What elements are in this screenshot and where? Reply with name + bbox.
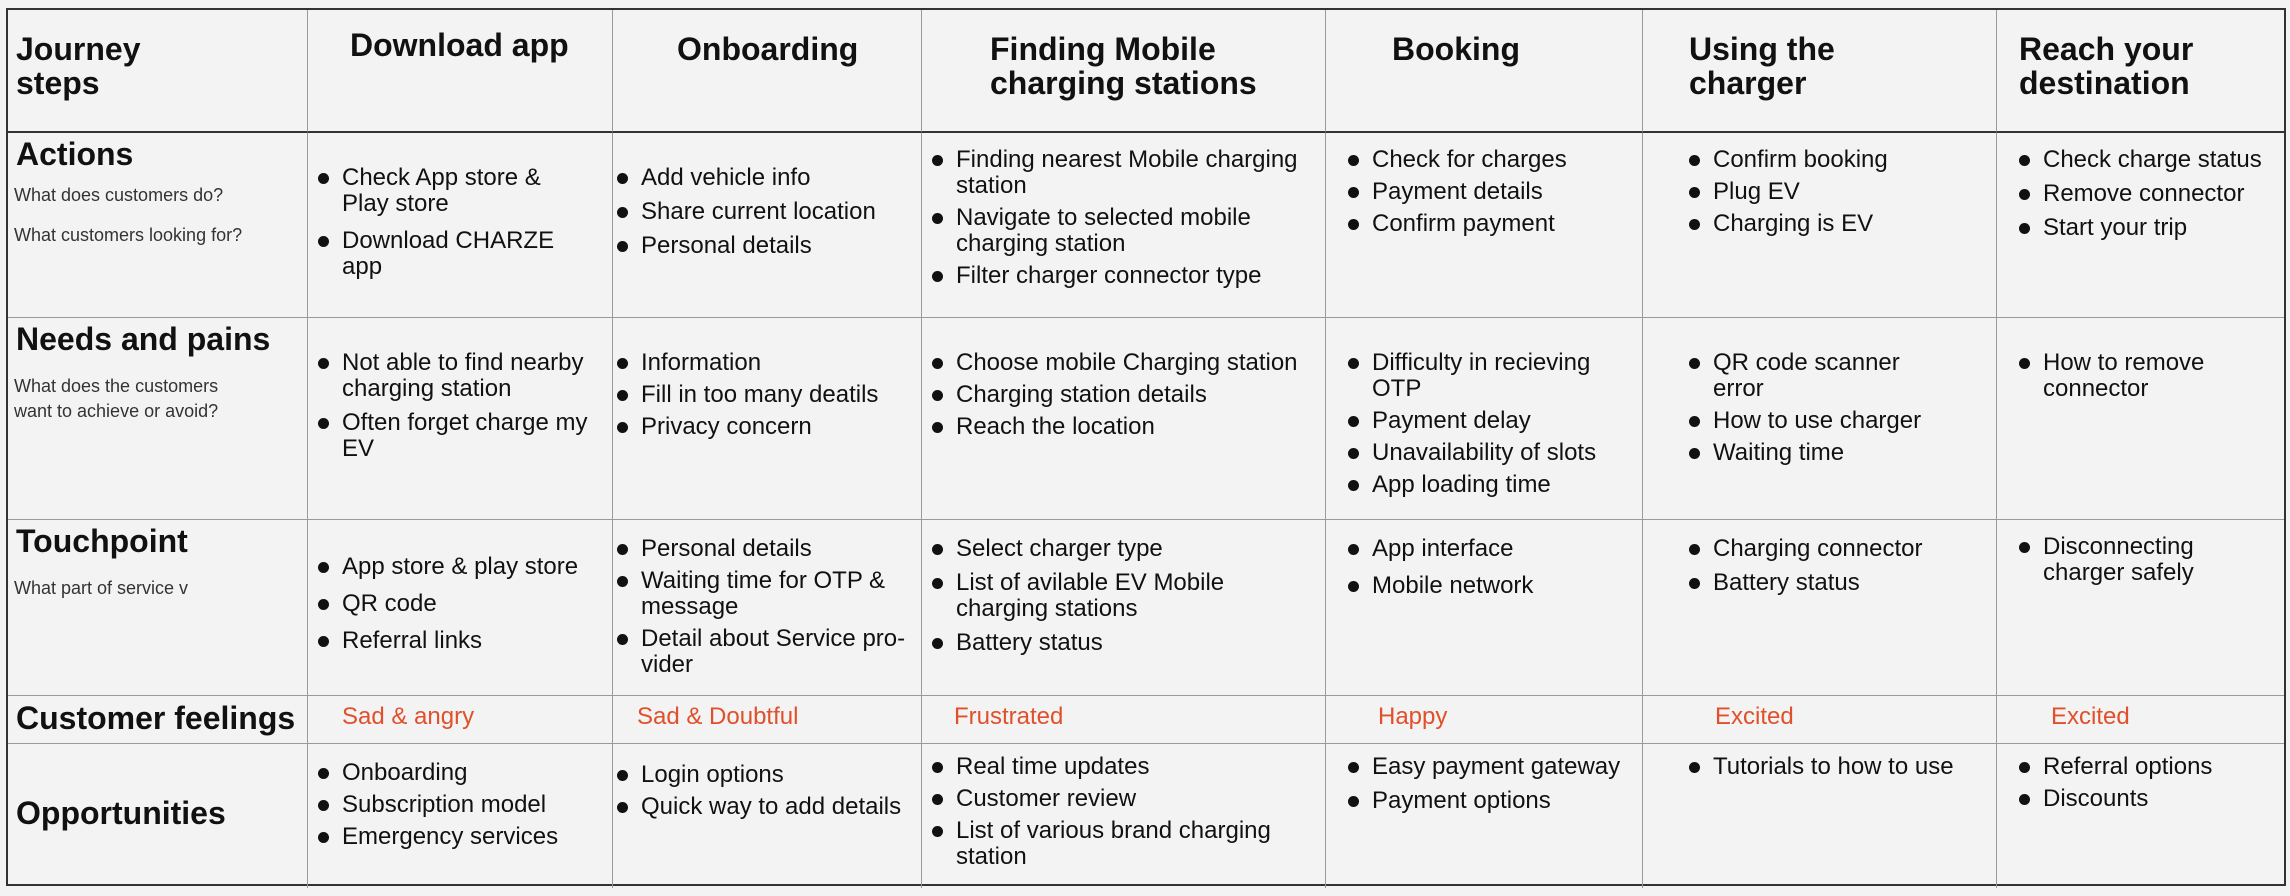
list-item: Confirm payment [1346,211,1567,237]
touchpoint-reach-destination [1997,520,2284,696]
row-subtitle: What does customers do? [14,185,224,205]
needs-using-charger [1643,318,1997,520]
row-title: Customer feelings [16,700,296,736]
header-label: Finding Mobile charging stations [990,31,1257,101]
list-item: Check charge status [2017,147,2262,173]
header-using-charger [1643,10,1997,133]
row-label-needs-pains [8,318,308,520]
list-item: QR code [316,591,578,617]
row-label-opportunities [8,744,308,888]
row-title: Actions [16,136,134,172]
bullet-list [1687,350,1921,472]
list-item: Real time updates [930,754,1271,780]
list-item: QR code scanner error [1687,350,1921,402]
bullet-list [316,350,587,470]
list-item: Unavailability of slots [1346,440,1596,466]
list-item: Referral links [316,628,578,654]
list-item: Check App store & Play store [316,165,554,217]
list-item: Filter charger connector type [930,263,1298,289]
list-item: Reach the location [930,414,1298,440]
header-journey-steps [8,10,308,133]
bullet-list [1687,147,1888,243]
feeling-text: Sad & angry [342,703,475,730]
list-item: Confirm booking [1687,147,1888,173]
list-item: Subscription model [316,792,558,818]
bullet-list [1687,754,1954,788]
bullet-list [930,754,1271,876]
list-item: Easy payment gateway [1346,754,1620,780]
list-item: Onboarding [316,760,558,786]
actions-reach-destination [1997,133,2284,318]
bullet-list [316,165,554,291]
touchpoint-using-charger [1643,520,1997,696]
actions-using-charger [1643,133,1997,318]
list-item: App interface [1346,536,1533,562]
header-label: Onboarding [677,31,859,67]
list-item: Detail about Service pro- vider [615,626,905,678]
feeling-text: Frustrated [954,703,1064,730]
needs-reach-destination [1997,318,2284,520]
bullet-list [316,760,558,856]
opportunities-onboarding [613,744,922,888]
opportunities-using-charger [1643,744,1997,888]
list-item: Difficulty in recieving OTP [1346,350,1596,402]
list-item: Often forget charge my EV [316,410,587,462]
list-item: Charging is EV [1687,211,1888,237]
list-item: Mobile network [1346,573,1533,599]
list-item: Personal details [615,233,876,259]
list-item: Tutorials to how to use [1687,754,1954,780]
list-item: Referral options [2017,754,2212,780]
bullet-list [1346,536,1533,610]
list-item: Privacy concern [615,414,878,440]
header-label: Download app [350,27,569,63]
journey-map [6,8,2286,886]
bullet-list [930,147,1298,295]
header-label: Reach your destination [2019,31,2194,101]
header-label: Booking [1392,31,1520,67]
header-label: Using the charger [1689,31,1835,101]
row-subtitle: What does the customers want to achieve or avoid? [14,376,219,421]
row-title: Opportunities [16,795,226,831]
list-item: App store & play store [316,554,578,580]
feeling-using-charger [1643,696,1997,744]
bullet-list [930,350,1298,446]
bullet-list [615,762,901,826]
header-reach-destination [1997,10,2284,133]
touchpoint-onboarding [613,520,922,696]
bullet-list [1346,147,1567,243]
row-subtitle: What customers looking for? [14,225,243,245]
list-item: Login options [615,762,901,788]
row-subtitle: What part of service v [14,578,189,598]
feeling-text: Sad & Doubtful [637,703,799,730]
opportunities-booking [1326,744,1643,888]
list-item: Charging connector [1687,536,1922,562]
list-item: Plug EV [1687,179,1888,205]
feeling-reach-destination [1997,696,2284,744]
actions-finding-stations [922,133,1326,318]
row-label-actions [8,133,308,318]
header-download-app [308,10,613,133]
list-item: Personal details [615,536,905,562]
feeling-booking [1326,696,1643,744]
list-item: Payment delay [1346,408,1596,434]
actions-booking [1326,133,1643,318]
touchpoint-download-app [308,520,613,696]
needs-onboarding [613,318,922,520]
opportunities-download-app [308,744,613,888]
list-item: List of various brand charging station [930,818,1271,870]
list-item: Emergency services [316,824,558,850]
bullet-list [2017,350,2204,410]
list-item: Waiting time [1687,440,1921,466]
list-item: Start your trip [2017,215,2262,241]
touchpoint-booking [1326,520,1643,696]
list-item: Information [615,350,878,376]
needs-finding-stations [922,318,1326,520]
list-item: Share current location [615,199,876,225]
row-title: Needs and pains [16,321,271,357]
bullet-list [1687,536,1922,604]
list-item: Fill in too many deatils [615,382,878,408]
list-item: Navigate to selected mobile charging station [930,205,1298,257]
bullet-list [1346,350,1596,504]
actions-download-app [308,133,613,318]
list-item: Not able to find nearby charging station [316,350,587,402]
needs-download-app [308,318,613,520]
list-item: Download CHARZE app [316,228,554,280]
bullet-list [615,350,878,446]
list-item: Discounts [2017,786,2212,812]
row-label-customer-feelings [8,696,308,744]
bullet-list [2017,147,2262,249]
list-item: Customer review [930,786,1271,812]
bullet-list [1346,754,1620,822]
feeling-onboarding [613,696,922,744]
list-item: Waiting time for OTP & message [615,568,905,620]
bullet-list [615,165,876,267]
actions-onboarding [613,133,922,318]
list-item: List of avilable EV Mobile charging stations [930,570,1224,622]
list-item: How to remove connector [2017,350,2204,402]
feeling-download-app [308,696,613,744]
list-item: Choose mobile Charging station [930,350,1298,376]
header-label: Journey steps [16,31,141,101]
list-item: How to use charger [1687,408,1921,434]
list-item: Disconnecting charger safely [2017,534,2194,586]
header-booking [1326,10,1643,133]
header-finding-stations [922,10,1326,133]
row-title: Touchpoint [16,523,188,559]
list-item: Remove connector [2017,181,2262,207]
feeling-finding-stations [922,696,1326,744]
list-item: Check for charges [1346,147,1567,173]
list-item: Payment options [1346,788,1620,814]
header-onboarding [613,10,922,133]
bullet-list [316,554,578,665]
list-item: Select charger type [930,536,1224,562]
list-item: App loading time [1346,472,1596,498]
bullet-list [2017,754,2212,818]
list-item: Finding nearest Mobile charging station [930,147,1298,199]
list-item: Charging station details [930,382,1298,408]
list-item: Battery status [930,630,1224,656]
bullet-list [615,536,905,684]
needs-booking [1326,318,1643,520]
opportunities-finding-stations [922,744,1326,888]
feeling-text: Excited [2051,703,2130,730]
bullet-list [930,536,1224,664]
bullet-list [2017,534,2194,594]
touchpoint-finding-stations [922,520,1326,696]
list-item: Quick way to add details [615,794,901,820]
opportunities-reach-destination [1997,744,2284,888]
feeling-text: Excited [1715,703,1794,730]
row-label-touchpoint [8,520,308,696]
list-item: Payment details [1346,179,1567,205]
list-item: Add vehicle info [615,165,876,191]
list-item: Battery status [1687,570,1922,596]
feeling-text: Happy [1378,703,1448,730]
